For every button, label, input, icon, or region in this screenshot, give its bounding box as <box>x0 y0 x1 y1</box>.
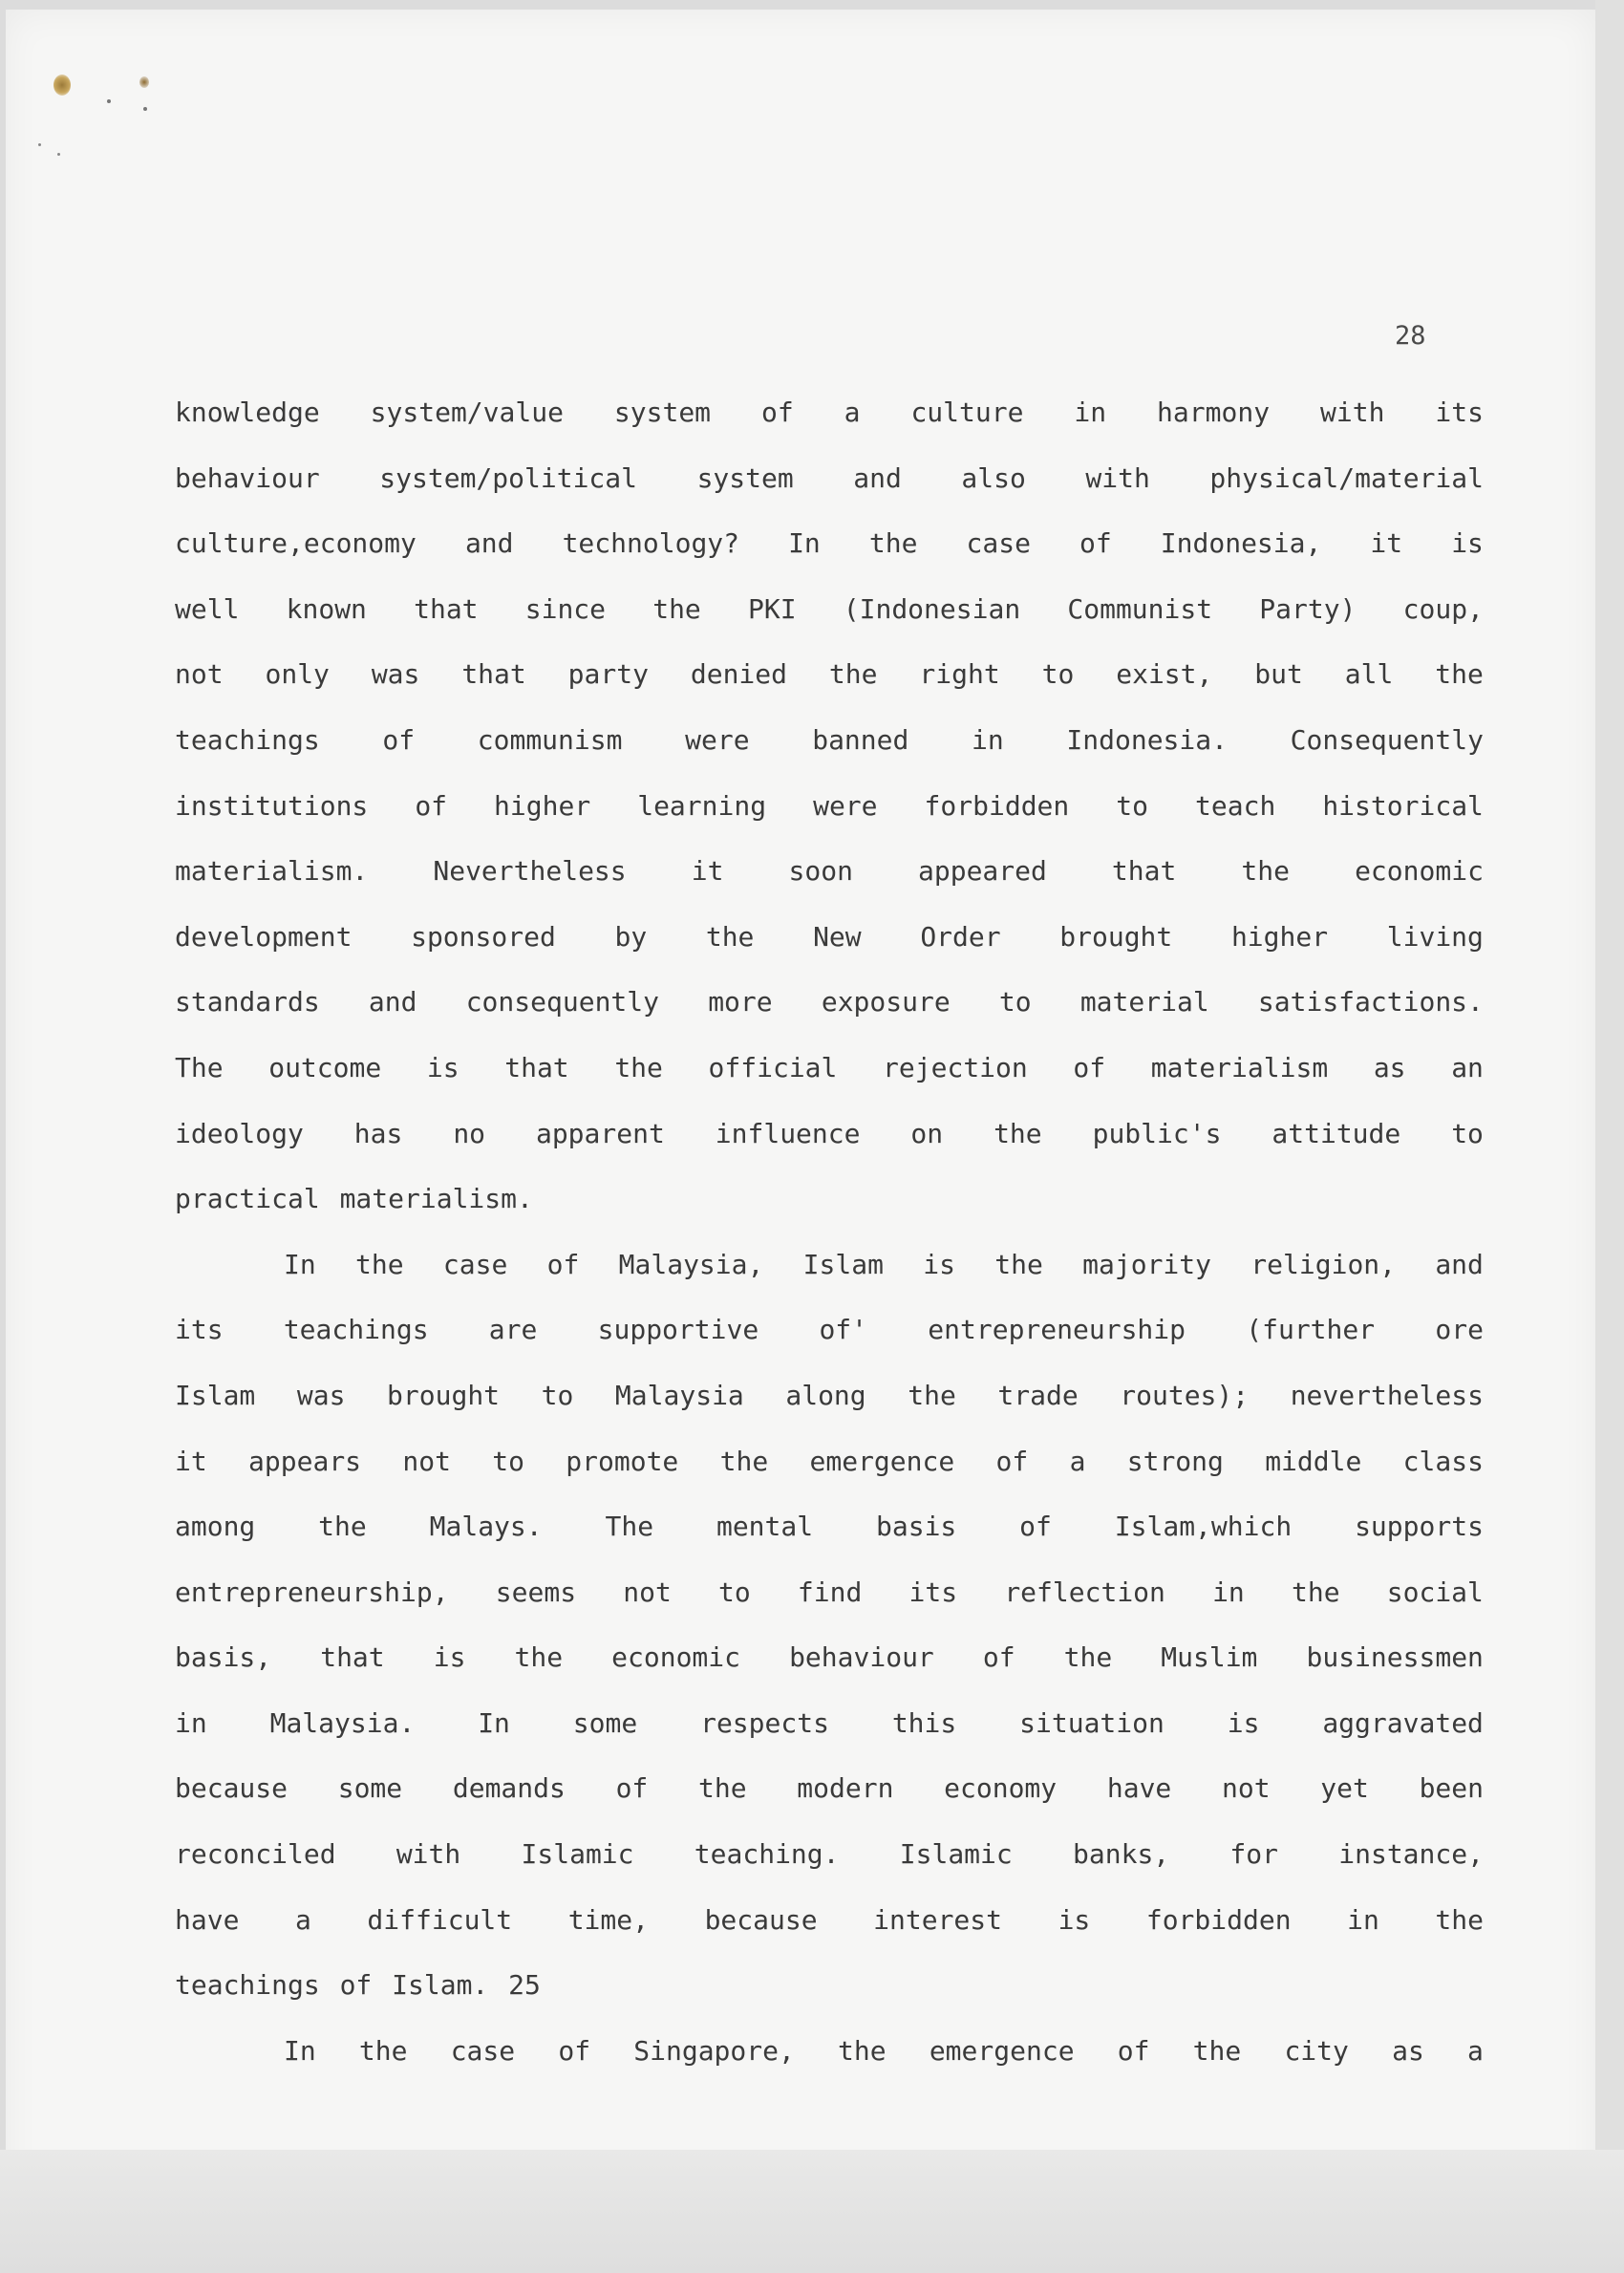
text-line: because some demands of the modern economy have not yet been <box>175 1772 1484 1805</box>
paragraph-2 <box>175 1233 1484 2019</box>
text-line: development sponsored by the New Order brought higher living <box>175 920 1484 953</box>
paragraph-3 <box>175 2019 1484 2085</box>
text-line: institutions of higher learning were forbidden to teach historical <box>175 789 1484 822</box>
speck-mark <box>38 143 41 146</box>
text-line: among the Malays. The mental basis of Islam,which supports <box>175 1511 1484 1543</box>
text-line: teachings of Islam. 25 <box>175 1969 541 2002</box>
text-line: The outcome is that the official rejection of materialism as an <box>175 1051 1484 1083</box>
text-line: its teachings are supportive of' entrepreneurship (further ore <box>175 1314 1484 1346</box>
scan-edge-bottom <box>0 2150 1624 2273</box>
text-line: In the case of Malaysia, Islam is the majority religion, and <box>284 1248 1484 1280</box>
body-text <box>175 380 1484 2084</box>
text-line: standards and consequently more exposure to material satisfactions. <box>175 986 1484 1019</box>
text-line: Islam was brought to Malaysia along the trade routes); nevertheless <box>175 1379 1484 1411</box>
text-line: not only was that party denied the right to exist, but all the <box>175 658 1484 691</box>
text-line: entrepreneurship, seems not to find its reflection in the social <box>175 1576 1484 1608</box>
speck-mark <box>143 107 147 111</box>
scan-edge-right <box>1595 0 1624 2273</box>
paragraph-1 <box>175 380 1484 1233</box>
stain-mark <box>139 76 149 88</box>
text-line: teachings of communism were banned in Indonesia. Consequently <box>175 723 1484 756</box>
text-line: in Malaysia. In some respects this situation is aggravated <box>175 1706 1484 1739</box>
speck-mark <box>57 153 60 156</box>
text-line: knowledge system/value system of a culture in harmony with its <box>175 397 1484 428</box>
text-line: ideology has no apparent influence on the public's attitude to <box>175 1117 1484 1149</box>
speck-mark <box>107 99 111 103</box>
text-line: have a difficult time, because interest is forbidden in the <box>175 1903 1484 1936</box>
text-line: basis, that is the economic behaviour of the Muslim businessmen <box>175 1641 1484 1674</box>
text-line: reconciled with Islamic teaching. Islamic banks, for instance, <box>175 1838 1484 1871</box>
text-line: practical materialism. <box>175 1183 533 1215</box>
text-line: behaviour system/political system and also with physical/material <box>175 461 1484 494</box>
text-line: well known that since the PKI (Indonesian Communist Party) coup, <box>175 592 1484 625</box>
text-line: In the case of Singapore, the emergence of the city as a <box>284 2034 1484 2067</box>
stain-mark <box>53 75 71 96</box>
text-line: materialism. Nevertheless it soon appeared that the economic <box>175 855 1484 888</box>
text-line: culture,economy and technology? In the case of Indonesia, it is <box>175 527 1484 560</box>
text-line: it appears not to promote the emergence of a strong middle class <box>175 1445 1484 1477</box>
page-number: 28 <box>1395 321 1426 351</box>
